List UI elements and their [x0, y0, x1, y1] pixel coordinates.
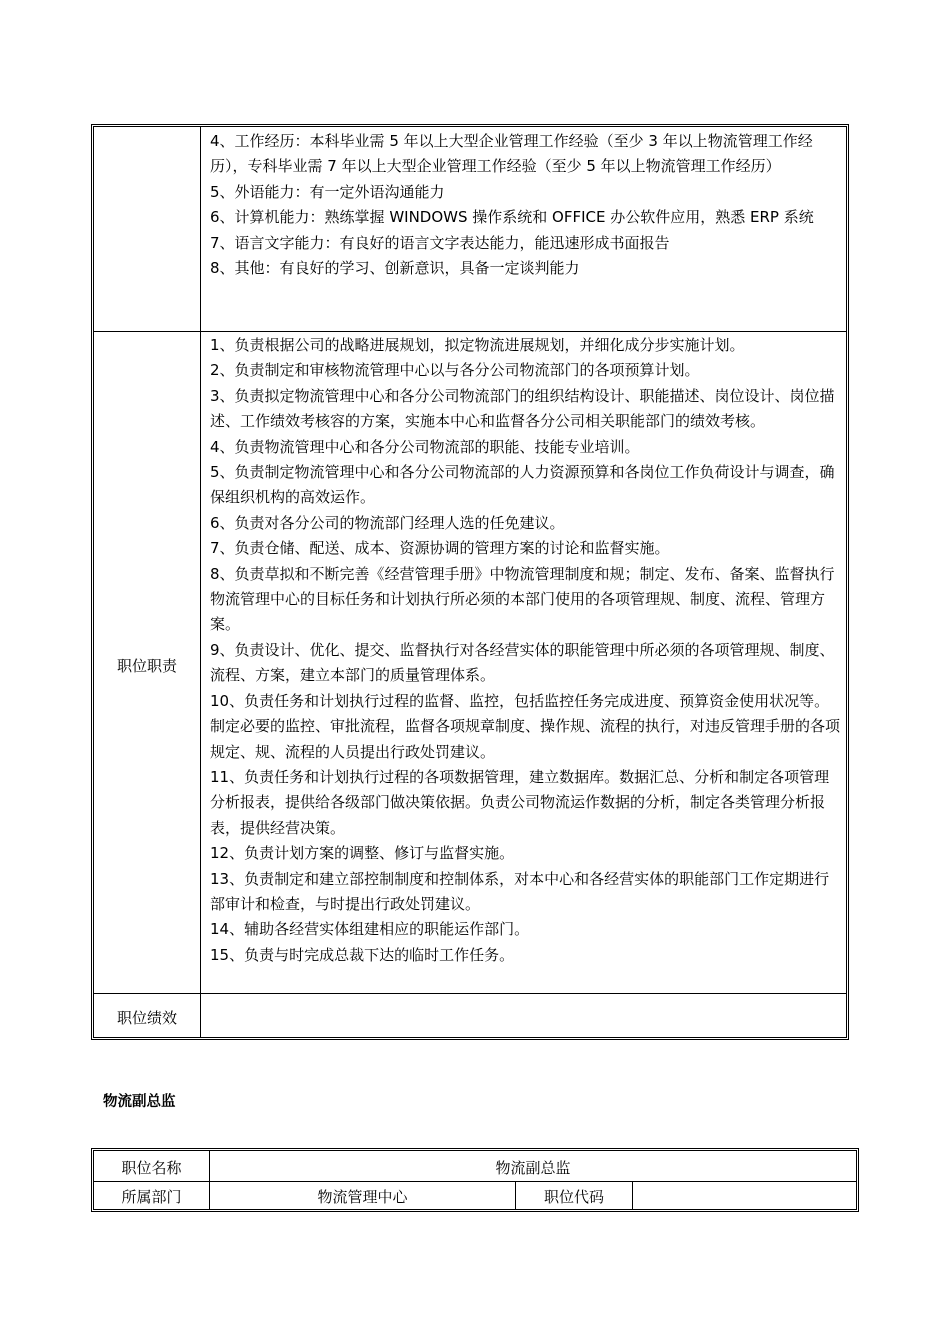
duty-item: 1、负责根据公司的战略进展规划，拟定物流进展规划，并细化成分步实施计划。: [210, 336, 745, 354]
duty-item: 9、负责设计、优化、提交、监督执行对各经营实体的职能管理中所必须的各项管理规、制度、流程、方案，建立本部门的质量管理体系。: [210, 640, 835, 685]
duty-item: 7、负责仓储、配送、成本、资源协调的管理方案的讨论和监督实施。: [210, 539, 670, 558]
qualification-item: 7、语言文字能力：有良好的语言文字表达能力，能迅速形成书面报告: [210, 233, 670, 252]
column-divider: [200, 127, 201, 1037]
column-divider: [632, 1182, 633, 1209]
duty-item: 5、负责制定物流管理中心和各分公司物流部的人力资源预算和各岗位工作负荷设计与调查，确保组织机构的高效运作。: [210, 463, 835, 507]
duty-item: 11、负责任务和计划执行过程的各项数据管理，建立数据库。数据汇总、分析和制定各项管理分析报表，提供给各级部门做决策依据。负责公司物流运作数据的分析，制定各类管理分析报表，提供经营决策。: [210, 767, 830, 837]
duties-cell: [210, 333, 840, 968]
department-label: 所属部门: [121, 1188, 182, 1206]
duty-item: 14、辅助各经营实体组建相应的职能运作部门。: [210, 920, 530, 939]
position-code-label: 职位代码: [543, 1188, 604, 1206]
qualification-item: 4、工作经历：本科毕业需 5 年以上大型企业管理工作经验（至少 3 年以上物流管理工作经历），专科毕业需 7 年以上大型企业管理工作经验（至少 5 年以上物流管理工作经历）: [210, 132, 813, 176]
performance-label: 职位绩效: [116, 1009, 177, 1027]
job-description-table: [91, 124, 849, 1040]
duty-item: 6、负责对各分公司的物流部门经理人选的任免建议。: [210, 513, 565, 532]
duty-item: 12、负责计划方案的调整、修订与监督实施。: [210, 844, 515, 863]
duty-item: 13、负责制定和建立部控制制度和控制体系，对本中心和各经营实体的职能部门工作定期进行部审计和检查，与时提出行政处罚建议。: [210, 869, 830, 913]
position-name-label: 职位名称: [121, 1159, 182, 1177]
section-title: 物流副总监: [103, 1094, 176, 1110]
duty-item: 10、负责任务和计划执行过程的监督、监控，包括监控任务完成进度、预算资金使用状况等。制定必要的监控、审批流程，监督各项规章制度、操作规、流程的执行，对违反管理手册的各项规定、规、流程的人员提出行政处罚建议。: [210, 691, 841, 761]
duty-item: 2、负责制定和审核物流管理中心以与各分公司物流部门的各项预算计划。: [210, 361, 700, 380]
duty-item: 3、负责拟定物流管理中心和各分公司物流部门的组织结构设计、职能描述、岗位设计、岗位描述、工作绩效考核容的方案，实施本中心和监督各分公司相关职能部门的绩效考核。: [210, 386, 835, 431]
row-divider: [94, 331, 846, 332]
duty-item: 15、负责与时完成总裁下达的临时工作任务。: [210, 945, 515, 964]
duty-item: 8、负责草拟和不断完善《经营管理手册》中物流管理制度和规；制定、发布、备案、监督执行物流管理中心的目标任务和计划执行所必须的本部门使用的各项管理规、制度、流程、管理方案。: [210, 564, 835, 634]
position-info-table: [91, 1148, 859, 1212]
qualifications-cell: [210, 129, 840, 281]
qualification-item: 6、计算机能力：熟练掌握 WINDOWS 操作系统和 OFFICE 办公软件应用，熟悉 ERP 系统: [210, 208, 814, 227]
duties-label: 职位职责: [116, 657, 177, 675]
qualification-item: 8、其他：有良好的学习、创新意识，具备一定谈判能力: [210, 259, 580, 278]
position-name-value: 物流副总监: [495, 1159, 571, 1177]
row-divider: [94, 993, 846, 994]
department-value: 物流管理中心: [317, 1188, 408, 1206]
qualification-item: 5、外语能力：有一定外语沟通能力: [210, 182, 445, 201]
duty-item: 4、负责物流管理中心和各分公司物流部的职能、技能专业培训。: [210, 437, 640, 456]
